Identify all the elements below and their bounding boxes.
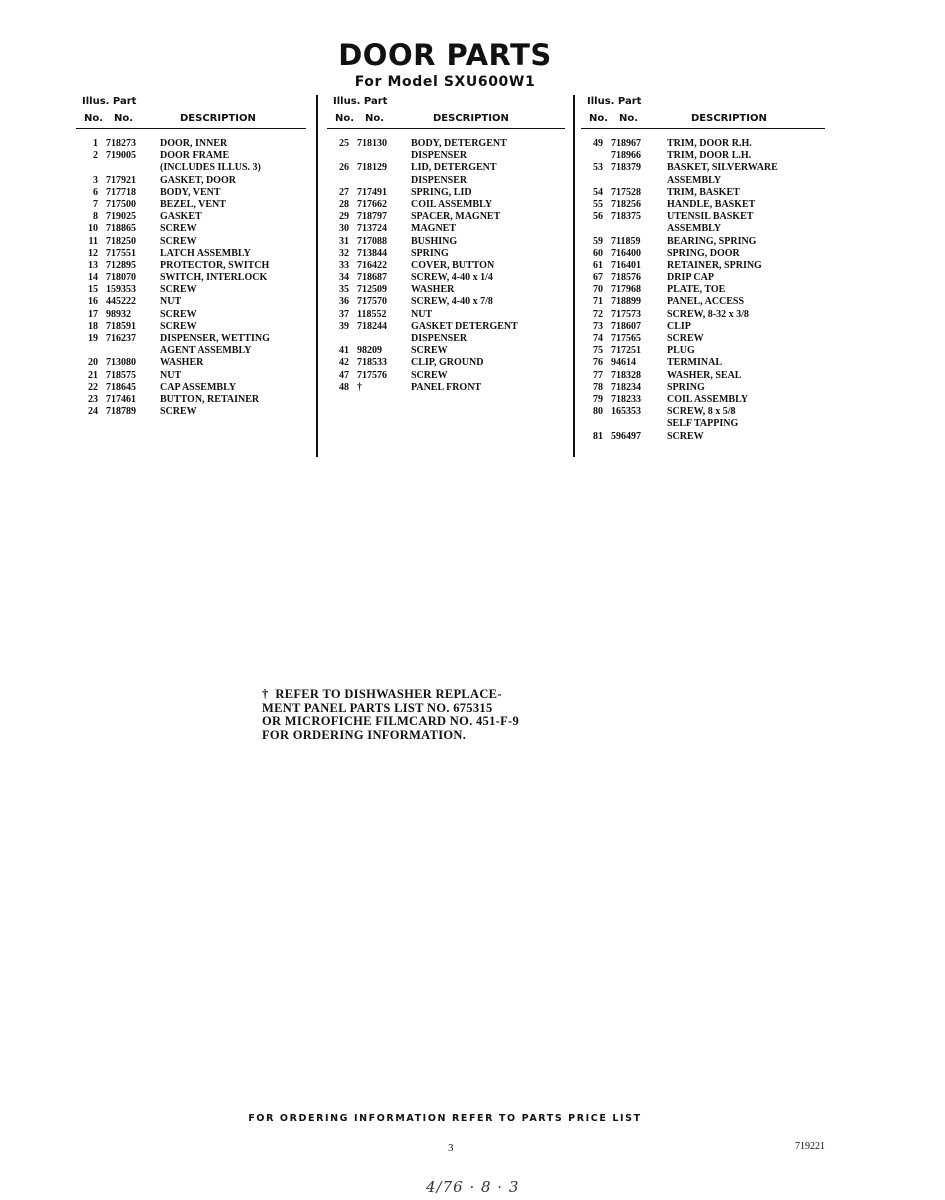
part-number: 711859: [611, 235, 641, 247]
part-number: 712509: [357, 284, 387, 296]
part-description: PLUG: [667, 345, 695, 357]
table-row: [581, 260, 827, 272]
illus-number: 80: [593, 406, 603, 418]
column-header: [327, 94, 567, 130]
part-description: WASHER: [411, 284, 455, 296]
illus-number: 18: [88, 320, 98, 332]
part-number: 718967: [611, 138, 641, 149]
illus-number: 56: [593, 211, 603, 223]
part-number: 716400: [611, 247, 641, 259]
table-row: [76, 272, 308, 284]
illus-number: 78: [593, 381, 603, 393]
illus-number: 22: [88, 381, 98, 393]
table-row: [327, 370, 567, 382]
illus-number: 3: [93, 174, 98, 186]
parts-column-1: [76, 94, 308, 418]
part-description: BODY, VENT: [160, 186, 221, 198]
table-row: [327, 296, 567, 308]
illus-no-label: No.: [335, 113, 355, 124]
table-row: [581, 199, 827, 211]
table-row: [327, 272, 567, 284]
part-description: GASKET, DOOR: [160, 174, 236, 186]
table-row: [327, 211, 567, 223]
part-number: 718130: [357, 138, 387, 149]
table-row: [76, 211, 308, 223]
illus-number: 8: [93, 211, 98, 223]
part-description: CLIP: [667, 320, 691, 332]
table-row: [327, 248, 567, 260]
part-description: SCREW: [160, 223, 197, 235]
description-label: DESCRIPTION: [691, 113, 767, 124]
part-number: 718379: [611, 162, 641, 174]
part-number: 716237: [106, 333, 136, 344]
part-number: 719005: [106, 150, 136, 162]
part-description: SELF TAPPING: [667, 418, 739, 430]
part-number: 713080: [106, 357, 136, 369]
illus-part-label: Illus. Part: [82, 96, 137, 107]
part-number: 718234: [611, 381, 641, 393]
illus-number: 74: [593, 333, 603, 344]
part-number: 716422: [357, 259, 387, 271]
part-description: WASHER: [160, 357, 204, 369]
part-description: GASKET DETERGENT: [411, 320, 518, 332]
illus-number: 11: [88, 235, 98, 247]
illus-number: 41: [339, 345, 349, 357]
part-description: ASSEMBLY: [667, 174, 722, 186]
illus-number: 67: [593, 272, 603, 284]
table-row: [76, 175, 308, 187]
table-row: [581, 187, 827, 199]
illus-number: 1: [93, 138, 98, 149]
illus-number: 61: [593, 259, 603, 271]
part-description: DOOR FRAME: [160, 150, 230, 162]
description-label: DESCRIPTION: [433, 113, 509, 124]
part-description: SCREW: [160, 320, 197, 332]
illus-number: 23: [88, 393, 98, 405]
part-number: 718591: [106, 320, 136, 332]
part-number: 98209: [357, 345, 382, 357]
table-row: [581, 223, 827, 235]
parts-column-2: [327, 94, 567, 394]
table-row: [581, 296, 827, 308]
part-description: WASHER, SEAL: [667, 369, 742, 381]
illus-number: 79: [593, 393, 603, 405]
part-description: BUTTON, RETAINER: [160, 393, 260, 405]
table-row: [581, 138, 827, 150]
part-description: (INCLUDES ILLUS. 3): [160, 162, 261, 174]
illus-number: 36: [339, 296, 349, 308]
part-description: SCREW, 8 x 5/8: [667, 406, 736, 418]
part-number: 713724: [357, 223, 387, 235]
parts-rows: [327, 138, 567, 394]
illus-number: 39: [339, 320, 349, 332]
table-row: [327, 357, 567, 369]
part-description: PANEL, ACCESS: [667, 296, 745, 308]
part-number: 718607: [611, 320, 641, 332]
part-description: SPRING: [667, 381, 705, 393]
table-row: [327, 187, 567, 199]
header-rule: [76, 128, 306, 129]
illus-number: 27: [339, 186, 349, 198]
illus-number: 75: [593, 345, 603, 357]
part-description: BASKET, SILVERWARE: [667, 162, 778, 174]
table-row: [581, 175, 827, 187]
table-row: [76, 260, 308, 272]
table-row: [327, 284, 567, 296]
illus-number: 19: [88, 333, 98, 344]
part-description: SCREW: [160, 406, 197, 418]
illus-number: 28: [339, 198, 349, 210]
table-row: [327, 345, 567, 357]
illus-number: 72: [593, 308, 603, 320]
illus-number: 60: [593, 247, 603, 259]
table-row: [76, 162, 308, 174]
part-description: BUSHING: [411, 235, 458, 247]
part-number: 118552: [357, 308, 387, 320]
part-description: DISPENSER, WETTING: [160, 333, 270, 344]
part-number: 718797: [357, 211, 387, 223]
part-description: SPACER, MAGNET: [411, 211, 501, 223]
table-row: [581, 418, 827, 430]
illus-number: 77: [593, 369, 603, 381]
part-description: COIL ASSEMBLY: [411, 198, 493, 210]
illus-number: 14: [88, 272, 98, 284]
table-row: [581, 309, 827, 321]
part-number: 718233: [611, 393, 641, 405]
illus-number: 10: [88, 223, 98, 235]
part-description: SCREW: [411, 345, 448, 357]
table-row: [327, 175, 567, 187]
illus-number: 17: [88, 308, 98, 320]
part-description: SCREW, 8-32 x 3/8: [667, 308, 749, 320]
part-number: 718250: [106, 235, 136, 247]
table-row: [76, 138, 308, 150]
part-number: 596497: [611, 430, 641, 442]
part-number: 717088: [357, 235, 387, 247]
illus-number: 30: [339, 223, 349, 235]
part-description: DRIP CAP: [667, 272, 714, 284]
table-row: [581, 394, 827, 406]
part-description: SCREW: [667, 430, 704, 442]
part-description: AGENT ASSEMBLY: [160, 345, 252, 357]
table-row: [327, 382, 567, 394]
part-description: BODY, DETERGENT: [411, 138, 507, 149]
part-number: 165353: [611, 406, 641, 418]
table-row: [581, 431, 827, 443]
table-row: [76, 357, 308, 369]
table-row: [76, 296, 308, 308]
header-rule: [581, 128, 825, 129]
table-row: [327, 223, 567, 235]
replacement-panel-note: † REFER TO DISHWASHER REPLACE- MENT PANEL PARTS LIST NO. 675315 OR MICROFICHE FILMCARD NO. 451-F-9 FOR ORDERING INFORMATION.: [262, 687, 520, 742]
illus-number: 21: [88, 369, 98, 381]
part-number: 718687: [357, 272, 387, 284]
illus-number: 81: [593, 430, 603, 442]
part-description: GASKET: [160, 211, 202, 223]
table-row: [76, 382, 308, 394]
illus-number: 47: [339, 369, 349, 381]
part-number: 159353: [106, 284, 136, 296]
part-no-label: No.: [365, 113, 385, 124]
part-number: 718533: [357, 357, 387, 369]
part-number: 717573: [611, 308, 641, 320]
part-description: PANEL FRONT: [411, 381, 482, 393]
illus-number: 2: [93, 150, 98, 162]
illus-number: 48: [339, 381, 349, 393]
part-description: TRIM, DOOR L.H.: [667, 150, 752, 162]
column-header: [76, 94, 308, 130]
table-row: [76, 333, 308, 345]
illus-number: 6: [93, 186, 98, 198]
illus-number: 31: [339, 235, 349, 247]
illus-number: 35: [339, 284, 349, 296]
description-label: DESCRIPTION: [180, 113, 256, 124]
part-number: 718070: [106, 272, 136, 284]
illus-number: 29: [339, 211, 349, 223]
part-description: DOOR, INNER: [160, 138, 228, 149]
column-divider: [316, 95, 318, 457]
part-number: 445222: [106, 296, 136, 308]
part-number: 717576: [357, 369, 387, 381]
part-number: 717968: [611, 284, 641, 296]
part-description: LID, DETERGENT: [411, 162, 497, 174]
part-no-label: No.: [114, 113, 134, 124]
table-row: [76, 406, 308, 418]
part-number: 718966: [611, 150, 641, 162]
part-description: RETAINER, SPRING: [667, 259, 762, 271]
table-row: [581, 211, 827, 223]
document-number: 719221: [795, 1141, 825, 1152]
table-row: [327, 150, 567, 162]
part-description: MAGNET: [411, 223, 456, 235]
part-description: DISPENSER: [411, 174, 468, 186]
part-description: TRIM, DOOR R.H.: [667, 138, 752, 149]
illus-number: 54: [593, 186, 603, 198]
table-row: [76, 150, 308, 162]
part-number: 717565: [611, 333, 641, 344]
part-description: SCREW: [160, 308, 197, 320]
table-row: [76, 248, 308, 260]
table-row: [76, 370, 308, 382]
part-description: SPRING, LID: [411, 186, 472, 198]
handwritten-annotation: 4/76 · 8 · 3: [426, 1178, 520, 1196]
page-number: 3: [448, 1142, 454, 1154]
table-row: [581, 321, 827, 333]
table-row: [581, 345, 827, 357]
part-number: 713844: [357, 247, 387, 259]
illus-number: 76: [593, 357, 603, 369]
part-description: BEZEL, VENT: [160, 198, 226, 210]
part-number: 717718: [106, 186, 136, 198]
table-row: [581, 382, 827, 394]
part-description: SWITCH, INTERLOCK: [160, 272, 268, 284]
table-row: [76, 223, 308, 235]
table-row: [327, 199, 567, 211]
table-row: [581, 236, 827, 248]
part-number: 718256: [611, 198, 641, 210]
part-description: SPRING, DOOR: [667, 247, 740, 259]
table-row: [76, 284, 308, 296]
part-number: 718576: [611, 272, 641, 284]
illus-number: 7: [93, 198, 98, 210]
part-description: DISPENSER: [411, 333, 468, 344]
illus-number: 55: [593, 198, 603, 210]
illus-number: 49: [593, 138, 603, 149]
table-row: [581, 150, 827, 162]
part-number: 94614: [611, 357, 636, 369]
part-number: 717251: [611, 345, 641, 357]
part-description: PROTECTOR, SWITCH: [160, 259, 270, 271]
parts-rows: [581, 138, 827, 443]
part-number: 718328: [611, 369, 641, 381]
part-number: 98932: [106, 308, 131, 320]
part-number: †: [357, 381, 362, 393]
illus-number: 13: [88, 259, 98, 271]
table-row: [76, 345, 308, 357]
illus-number: 73: [593, 320, 603, 332]
part-description: HANDLE, BASKET: [667, 198, 756, 210]
table-row: [581, 370, 827, 382]
part-description: NUT: [411, 308, 433, 320]
part-number: 719025: [106, 211, 136, 223]
part-number: 717570: [357, 296, 387, 308]
part-description: TERMINAL: [667, 357, 723, 369]
illus-part-label: Illus. Part: [333, 96, 388, 107]
part-description: COVER, BUTTON: [411, 259, 495, 271]
part-number: 718129: [357, 162, 387, 174]
part-description: CLIP, GROUND: [411, 357, 484, 369]
table-row: [327, 321, 567, 333]
table-row: [581, 357, 827, 369]
part-description: SCREW: [160, 284, 197, 296]
illus-part-label: Illus. Part: [587, 96, 642, 107]
illus-number: 32: [339, 247, 349, 259]
table-row: [581, 248, 827, 260]
table-row: [76, 236, 308, 248]
column-divider: [573, 95, 575, 457]
table-row: [327, 162, 567, 174]
table-row: [581, 333, 827, 345]
part-number: 716401: [611, 259, 641, 271]
table-row: [581, 406, 827, 418]
part-description: ASSEMBLY: [667, 223, 722, 235]
table-row: [76, 199, 308, 211]
part-number: 718645: [106, 381, 136, 393]
part-number: 717461: [106, 393, 136, 405]
illus-number: 26: [339, 162, 349, 174]
part-description: SCREW: [160, 235, 197, 247]
part-number: 718865: [106, 223, 136, 235]
ordering-footer: FOR ORDERING INFORMATION REFER TO PARTS PRICE LIST: [248, 1113, 642, 1124]
part-number: 717491: [357, 186, 387, 198]
part-description: NUT: [160, 369, 182, 381]
illus-number: 42: [339, 357, 349, 369]
part-description: SPRING: [411, 247, 449, 259]
part-number: 717528: [611, 186, 641, 198]
table-row: [581, 162, 827, 174]
part-description: BEARING, SPRING: [667, 235, 757, 247]
part-description: DISPENSER: [411, 150, 468, 162]
part-number: 712895: [106, 259, 136, 271]
illus-number: 70: [593, 284, 603, 296]
illus-number: 71: [593, 296, 603, 308]
part-number: 717500: [106, 198, 136, 210]
part-description: SCREW: [667, 333, 704, 344]
illus-number: 16: [88, 296, 98, 308]
part-number: 718899: [611, 296, 641, 308]
illus-number: 34: [339, 272, 349, 284]
part-description: TRIM, BASKET: [667, 186, 740, 198]
part-description: SCREW: [411, 369, 448, 381]
column-header: [581, 94, 827, 130]
table-row: [76, 309, 308, 321]
part-number: 717551: [106, 247, 136, 259]
part-description: LATCH ASSEMBLY: [160, 247, 251, 259]
table-row: [327, 236, 567, 248]
part-number: 718789: [106, 406, 136, 418]
illus-number: 12: [88, 247, 98, 259]
header-rule: [327, 128, 565, 129]
parts-column-3: [581, 94, 827, 443]
part-number: 718575: [106, 369, 136, 381]
illus-number: 59: [593, 235, 603, 247]
table-row: [327, 260, 567, 272]
part-description: SCREW, 4-40 x 7/8: [411, 296, 493, 308]
part-description: NUT: [160, 296, 182, 308]
illus-number: 25: [339, 138, 349, 149]
illus-number: 24: [88, 406, 98, 418]
table-row: [76, 394, 308, 406]
table-row: [581, 272, 827, 284]
illus-number: 33: [339, 259, 349, 271]
part-number: 718244: [357, 320, 387, 332]
table-row: [327, 309, 567, 321]
table-row: [327, 138, 567, 150]
part-number: 718273: [106, 138, 136, 149]
table-row: [581, 284, 827, 296]
illus-number: 37: [339, 308, 349, 320]
illus-number: 53: [593, 162, 603, 174]
part-description: PLATE, TOE: [667, 284, 726, 296]
part-number: 717921: [106, 174, 136, 186]
illus-number: 15: [88, 284, 98, 296]
illus-no-label: No.: [84, 113, 104, 124]
part-number: 718375: [611, 211, 641, 223]
illus-number: 20: [88, 357, 98, 369]
part-no-label: No.: [619, 113, 639, 124]
parts-rows: [76, 138, 308, 418]
part-number: 717662: [357, 198, 387, 210]
part-description: UTENSIL BASKET: [667, 211, 754, 223]
table-row: [327, 333, 567, 345]
table-row: [76, 321, 308, 333]
part-description: COIL ASSEMBLY: [667, 393, 749, 405]
table-row: [76, 187, 308, 199]
model-subtitle: For Model SXU600W1: [354, 74, 536, 90]
part-description: SCREW, 4-40 x 1/4: [411, 272, 493, 284]
illus-no-label: No.: [589, 113, 609, 124]
part-description: CAP ASSEMBLY: [160, 381, 237, 393]
page-title: DOOR PARTS: [338, 38, 552, 72]
